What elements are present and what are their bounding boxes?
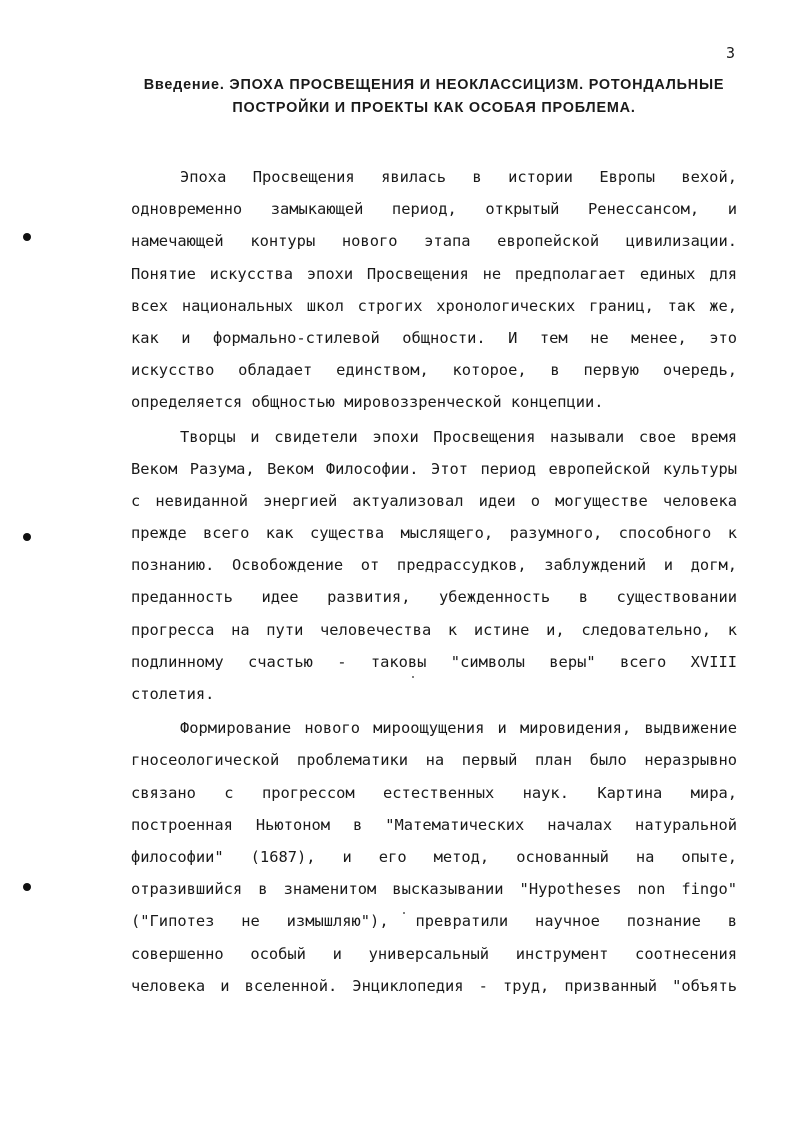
paragraph (131, 421, 737, 711)
text-line: одновременно замыкающей период, открытый Ренессансом, и (131, 200, 737, 219)
text-line: Эпоха Просвещения явилась в истории Европы вехой, (180, 168, 737, 186)
text-line: столетия. (131, 685, 215, 703)
text-line: Творцы и свидетели эпохи Просвещения называли свое время (180, 427, 737, 446)
text-line: ("Гипотез не измышляю"), превратили научное познание в (131, 912, 737, 931)
text-line: намечающей контуры нового этапа европейской цивилизации. (131, 232, 737, 251)
text-line: как и формально-стилевой общности. И тем не менее, это (131, 328, 737, 347)
text-line: гносеологической проблематики на первый план было неразрывно (131, 751, 737, 770)
page-number: 3 (726, 44, 736, 62)
text-line: философии" (1687), и его метод, основанный на опыте, (131, 847, 737, 866)
text-line: связано с прогрессом естественных наук. Картина мира, (131, 783, 737, 802)
text-line: прежде всего как существа мыслящего, разумного, способного к (131, 524, 737, 543)
text-line: познанию. Освобождение от предрассудков, заблуждений и догм, (131, 556, 737, 575)
paragraph (131, 161, 737, 419)
text-line: отразившийся в знаменитом высказывании "Hypotheses non fingo" (131, 880, 737, 899)
margin-bullet-mark (23, 883, 31, 891)
margin-bullet-mark (23, 533, 31, 541)
text-line: искусство обладает единством, которое, в первую очередь, (131, 361, 737, 380)
text-line: определяется общностью мировоззренческой концепции. (131, 393, 604, 412)
chapter-title-line-1: Введение. ЭПОХА ПРОСВЕЩЕНИЯ И НЕОКЛАССИЦИЗМ. РОТОНДАЛЬНЫЕ (143, 77, 725, 93)
text-line: совершенно особый и универсальный инструмент соотнесения (131, 944, 737, 963)
text-line: человека и вселенной. Энциклопедия - труд, призванный "объять (131, 976, 737, 995)
text-line: Веком Разума, Веком Философии. Этот период европейской культуры (131, 459, 737, 478)
body-text (131, 161, 737, 1002)
chapter-title-line-2: ПОСТРОЙКИ И ПРОЕКТЫ КАК ОСОБАЯ ПРОБЛЕМА. (232, 100, 636, 116)
paragraph (131, 712, 737, 1002)
text-line: преданность идее развития, убежденность в существовании (131, 588, 737, 607)
text-line: построенная Ньютоном в "Математических началах натуральной (131, 815, 737, 834)
text-line: Формирование нового мироощущения и мировидения, выдвижение (180, 719, 737, 738)
text-line: прогресса на пути человечества к истине и, следовательно, к (131, 620, 737, 639)
text-line: подлинному счастью - таковы "символы веры" всего XVIII (131, 652, 737, 671)
chapter-title (130, 74, 738, 120)
text-line: с невиданной энергией актуализовал идеи о могуществе человека (131, 491, 737, 510)
margin-bullet-mark (23, 233, 31, 241)
text-line: всех национальных школ строгих хронологических границ, так же, (131, 296, 737, 315)
text-line: Понятие искусства эпохи Просвещения не предполагает единых для (131, 264, 737, 283)
